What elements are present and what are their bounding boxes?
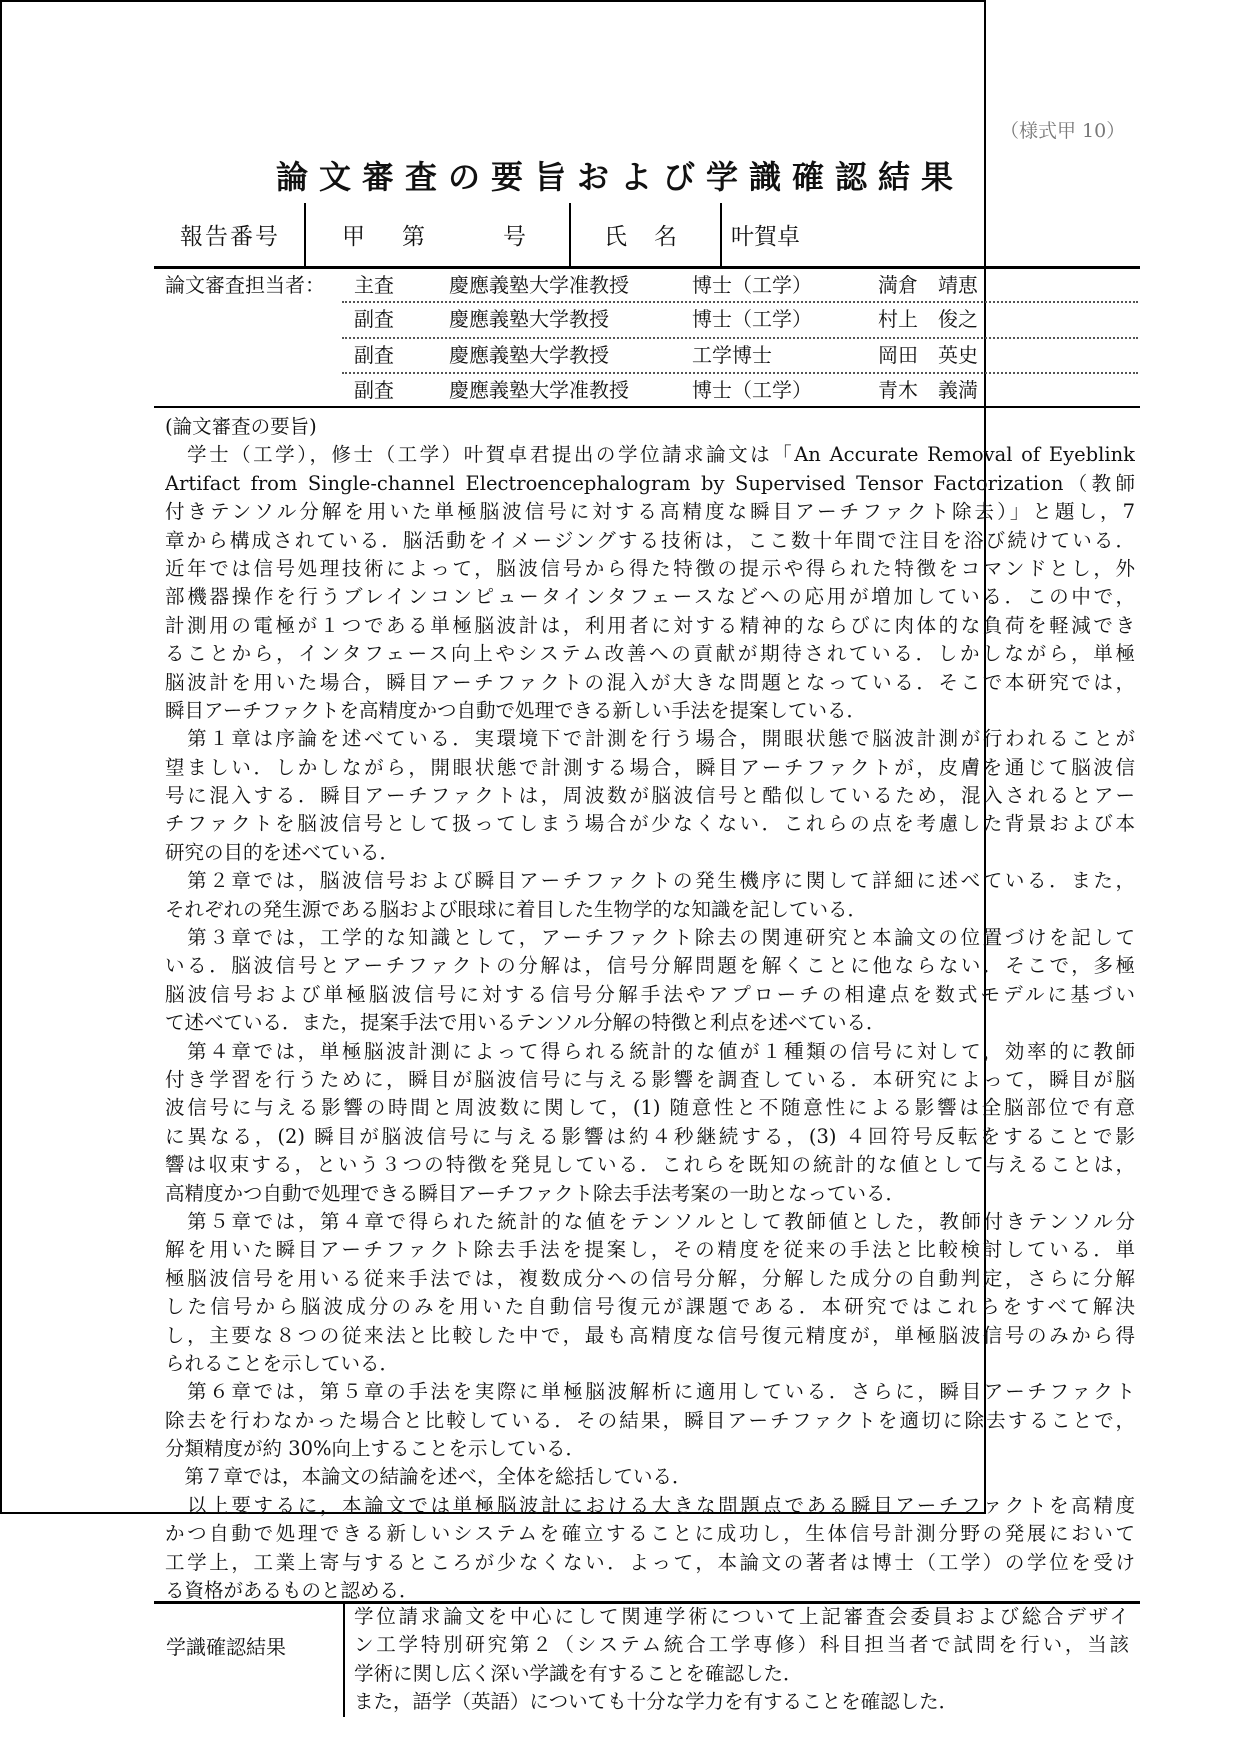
confirmation-line: 学術に関し広く深い学識を有することを確認した． [354,1661,803,1685]
summary-line: 脳波信号および単極脳波信号に対する信号分解手法やアプローチの相違点を数式モデルに基づい [165,982,1135,1006]
reviewer-role: 主査 [354,273,394,297]
page-title: 論文審査の要旨および学識確認結果 [275,158,964,196]
table-divider [569,203,571,267]
name-label-2: 名 [654,224,677,250]
summary-line: ることから，インタフェース向上やシステム改善への貢献が期待されている．しかしながら，単極 [165,642,1135,666]
reviewer-degree: 博士（工学） [692,307,812,331]
summary-line: に異なる，(2) 瞬目が脳波信号に与える影響は約４秒継続する，(3) ４回符号反転をすることで影 [165,1124,1135,1148]
summary-paragraph [165,1208,1135,1378]
summary-paragraph [165,1378,1135,1463]
report-number-prefix: 甲 [342,224,365,250]
summary-line: かつ自動で処理できる新しいシステムを確立することに成功し，生体信号計測分野の発展において [165,1522,1135,1546]
summary-line: られることを示している． [165,1351,400,1375]
name-label-1: 氏 [604,224,627,250]
summary-paragraph [165,924,1135,1038]
summary-line: した信号から脳波成分のみを用いた自動信号復元が課題である．本研究ではこれらをすべて解決 [165,1295,1135,1319]
reviewer-degree: 博士（工学） [692,273,812,297]
table-divider [154,406,1140,408]
table-divider [343,1602,345,1717]
table-divider [304,203,306,267]
reviewer-affiliation: 慶應義塾大学教授 [449,307,609,331]
summary-line: 波信号に与える影響の時間と周波数に関して，(1) 随意性と不随意性による影響は全脳部位で有意 [165,1096,1135,1120]
report-number-go: 号 [503,224,526,250]
confirmation-line: ン工学特別研究第２（システム統合工学専修）科目担当者で試問を行い，当該 [354,1633,1129,1657]
reviewer-affiliation: 慶應義塾大学教授 [449,343,609,367]
report-number-dai: 第 [402,224,425,250]
summary-paragraph [165,1492,1135,1606]
summary-heading: (論文審査の要旨) [165,415,317,438]
summary-line: Artifact from Single-channel Electroencephalogram by Supervised Tensor Factorization（教師 [165,471,1135,495]
summary-paragraph [165,1463,1135,1491]
summary-line: それぞれの発生源である脳および眼球に着目した生物学的な知識を記している． [165,897,868,921]
summary-line: 分類精度が約 30%向上することを示している． [165,1437,586,1461]
summary-paragraph [165,1038,1135,1208]
summary-line: 計測用の電極が１つである単極脳波計は，利用者に対する精神的ならびに肉体的な負荷を軽減でき [165,613,1135,637]
summary-line: 部機器操作を行うブレインコンピュータインタフェースなどへの応用が増加している．この中で， [165,585,1135,609]
reviewer-name: 村上 俊之 [878,307,978,331]
summary-line: て述べている．また，提案手法で用いるテンソル分解の特徴と利点を述べている． [165,1011,886,1035]
summary-line: し，主要な８つの従来法と比較した中で，最も高精度な信号復元精度が，単極脳波信号のみから得 [165,1323,1135,1347]
summary-line: 研究の目的を述べている． [165,840,400,864]
summary-line: 第６章では，第５章の手法を実際に単極脳波解析に適用している．さらに，瞬目アーチファクト [165,1380,1135,1404]
summary-line: 響は収束する，という３つの特徴を発見している．これらを既知の統計的な値として与えることは， [165,1153,1135,1177]
summary-line: 解を用いた瞬目アーチファクト除去手法を提案し，その精度を従来の手法と比較検討している．単 [165,1238,1135,1262]
table-divider [720,203,722,267]
summary-paragraph [165,441,1135,725]
summary-line: 付き学習を行うために，瞬目が脳波信号に与える影響を調査している．本研究によって，瞬目が脳 [165,1067,1135,1091]
reviewer-role: 副査 [354,307,394,331]
summary-line: 章から構成されている．脳活動をイメージングする技術は，ここ数十年間で注目を浴び続けている． [165,528,1135,552]
reviewer-role: 副査 [354,343,394,367]
summary-line: 第５章では，第４章で得られた統計的な値をテンソルとして教師値とした，教師付きテンソル分 [165,1209,1135,1233]
reviewer-name: 岡田 英史 [878,343,978,367]
summary-line: 極脳波信号を用いる従来手法では，複数成分への信号分解，分解した成分の自動判定，さらに分解 [165,1266,1135,1290]
reviewer-name: 満倉 靖恵 [878,273,978,297]
summary-line: 脳波計を用いた場合，瞬目アーチファクトの混入が大きな問題となっている．そこで本研究では， [165,670,1135,694]
summary-line: 第１章は序論を述べている．実環境下で計測を行う場合，開眼状態で脳波計測が行われることが [165,727,1135,751]
summary-line: 付きテンソル分解を用いた単極脳波信号に対する高精度な瞬目アーチファクト除去）」と題し，7 [165,500,1135,524]
academic-confirmation-label: 学識確認結果 [166,1635,286,1659]
summary-line: る資格があるものと認める． [165,1579,419,1603]
summary-line: 高精度かつ自動で処理できる瞬目アーチファクト除去手法考案の一助となっている． [165,1181,906,1205]
reviewer-role: 副査 [354,378,394,402]
form-number: （様式甲 10） [1000,120,1126,142]
report-number-label: 報告番号 [180,224,280,250]
summary-line: 第４章では，単極脳波計測によって得られる統計的な値が１種類の信号に対して，効率的に教師 [165,1039,1135,1063]
summary-line: 第２章では，脳波信号および瞬目アーチファクトの発生機序に関して詳細に述べている．また， [165,869,1135,893]
summary-paragraph [165,725,1135,867]
confirmation-line: 学位請求論文を中心にして関連学術について上記審査会委員および総合デザイ [354,1605,1129,1628]
reviewer-affiliation: 慶應義塾大学准教授 [449,273,629,297]
row-divider [342,337,1138,339]
confirmation-line: また，語学（英語）についても十分な学力を有することを確認した． [354,1690,959,1714]
academic-confirmation-text [354,1603,1129,1717]
candidate-name: 叶賀卓 [731,224,800,250]
reviewer-degree: 博士（工学） [692,378,812,402]
summary-line: 望ましい．しかしながら，開眼状態で計測する場合，瞬目アーチファクトが，皮膚を通じて脳波信 [165,755,1135,779]
summary-line: 工学上，工業上寄与するところが少なくない．よって，本論文の著者は博士（工学）の学位を受け [165,1550,1135,1574]
review-summary [165,413,1135,1605]
summary-line: 以上要するに，本論文では単極脳波計における大きな問題点である瞬目アーチファクトを高精度 [165,1493,1135,1517]
summary-line: 瞬目アーチファクトを高精度かつ自動で処理できる新しい手法を提案している． [165,698,867,722]
reviewers-label: 論文審査担当者： [165,273,325,297]
reviewer-degree: 工学博士 [692,343,772,367]
summary-paragraph [165,867,1135,924]
summary-line: チファクトを脳波信号として扱ってしまう場合が少なくない．これらの点を考慮した背景および本 [165,812,1135,836]
row-divider [342,301,1138,303]
row-divider [342,372,1138,374]
summary-line: 学士（工学），修士（工学）叶賀卓君提出の学位請求論文は「An Accurate Removal of Eyeblink [165,443,1135,467]
reviewer-affiliation: 慶應義塾大学准教授 [449,378,629,402]
summary-line: 除去を行わなかった場合と比較している．その結果，瞬目アーチファクトを適切に除去することで， [165,1408,1135,1432]
summary-line: 第７章では，本論文の結論を述べ，全体を総括している． [165,1465,692,1489]
table-divider [154,266,1140,269]
summary-line: いる．脳波信号とアーチファクトの分解は，信号分解問題を解くことに他ならない．そこで，多極 [165,954,1135,978]
reviewer-name: 青木 義満 [878,378,978,402]
summary-line: 第３章では，工学的な知識として，アーチファクト除去の関連研究と本論文の位置づけを記して [165,926,1135,950]
summary-line: 近年では信号処理技術によって，脳波信号から得た特徴の提示や得られた特徴をコマンドとし，外 [165,556,1135,580]
summary-line: 号に混入する．瞬目アーチファクトは，周波数が脳波信号と酷似しているため，混入されるとアー [165,784,1135,808]
